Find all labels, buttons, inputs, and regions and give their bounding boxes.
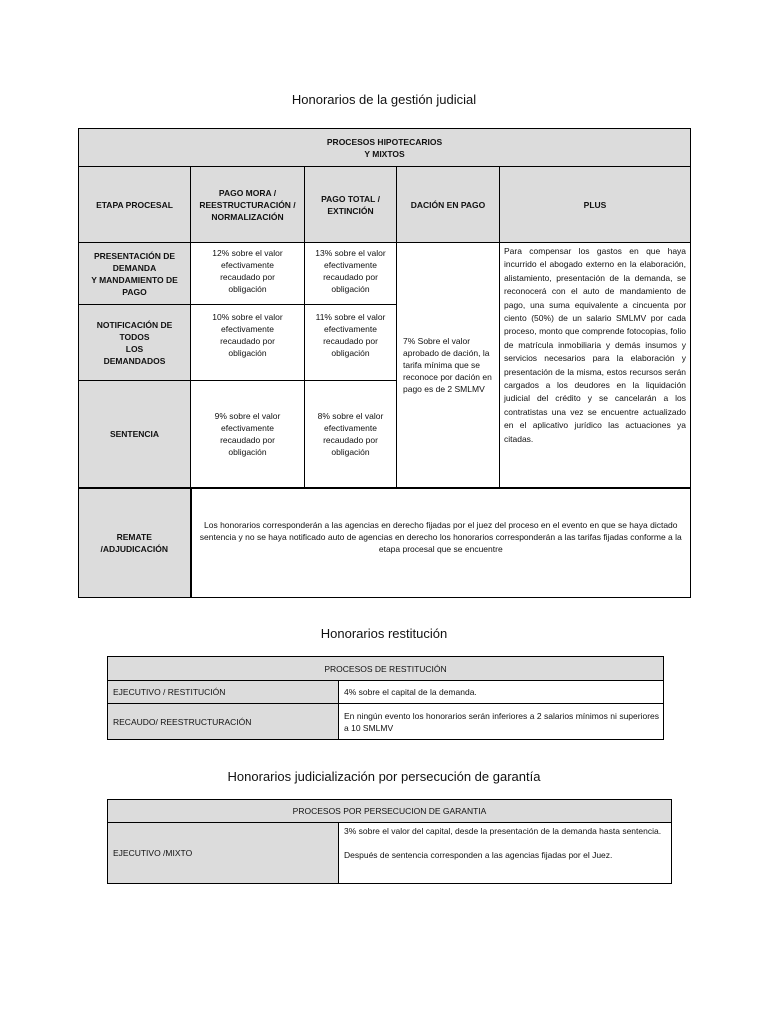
header-procesos-hipotecarios: PROCESOS HIPOTECARIOS Y MIXTOS <box>79 129 691 167</box>
total-sentencia: 8% sobre el valor efectivamente recaudado por obligación <box>305 381 397 488</box>
etapa-remate: REMATE /ADJUDICACIÓN <box>79 488 191 598</box>
mora-sentencia: 9% sobre el valor efectivamente recaudado por obligación <box>191 381 305 488</box>
label-recaudo-reestructuracion: RECAUDO/ REESTRUCTURACIÓN <box>108 704 339 740</box>
mora-presentacion: 12% sobre el valor efectivamente recaudado por obligación <box>191 243 305 305</box>
title-gestion-judicial: Honorarios de la gestión judicial <box>291 92 477 107</box>
text-persecucion <box>339 823 672 884</box>
header-persecucion-garantia: PROCESOS POR PERSECUCION DE GARANTIA <box>108 800 672 823</box>
remate-text: Los honorarios corresponderán a las agencias en derecho fijadas por el juez del proceso en el evento en que se haya dictado sentencia y no se haya notificado auto de agencias en derecho los honorarios corresponderán a las tarifas fijadas conforme a la etapa procesal que se encuentre <box>191 488 691 598</box>
mora-notificacion: 10% sobre el valor efectivamente recaudado por obligación <box>191 305 305 381</box>
text-salarios-minimos: En ningún evento los honorarios serán inferiores a 2 salarios mínimos ni superiores a 10 SMLMV <box>339 704 664 740</box>
label-ejecutivo-mixto: EJECUTIVO /MIXTO <box>108 823 339 884</box>
col-plus: PLUS <box>500 167 691 243</box>
etapa-notificacion: NOTIFICACIÓN DE TODOS LOS DEMANDADOS <box>79 305 191 381</box>
text-capital-sentencia: 3% sobre el valor del capital, desde la presentación de la demanda hasta sentencia. <box>344 826 662 836</box>
label-ejecutivo-restitucion: EJECUTIVO / RESTITUCIÓN <box>108 681 339 704</box>
plus-text: Para compensar los gastos en que haya incurrido el abogado externo en la elaboración, alistamiento, presentación de la demanda, se reconocerá con el auto de mandamiento de pago, una suma equivalente a cincuenta por ciento (50%) de un salario SMLMV por cada proceso, monto que comprende fotocopias, folio de matrícula inmobiliaria y demás insumos y servicios necesarios para la elaboración y presentación de la misma, estos recursos serán cargados a los deudores en la liquidación judicial del crédito y se cancelarán a los contratistas una vez se encuentre actualizado en el aplicativo jurídico las actuaciones ya citadas. <box>500 243 691 488</box>
header-procesos-restitucion: PROCESOS DE RESTITUCIÓN <box>108 657 664 681</box>
table-gestion-judicial <box>78 128 691 598</box>
etapa-sentencia: SENTENCIA <box>79 381 191 488</box>
total-notificacion: 11% sobre el valor efectivamente recaudado por obligación <box>305 305 397 381</box>
col-etapa-procesal: ETAPA PROCESAL <box>79 167 191 243</box>
title-persecucion-garantia: Honorarios judicialización por persecución de garantía <box>227 769 541 784</box>
col-pago-mora: PAGO MORA / REESTRUCTURACIÓN / NORMALIZACIÓN <box>191 167 305 243</box>
total-presentacion: 13% sobre el valor efectivamente recaudado por obligación <box>305 243 397 305</box>
title-restitucion: Honorarios restitución <box>320 626 448 641</box>
text-agencias-juez: Después de sentencia corresponden a las agencias fijadas por el Juez. <box>344 850 613 860</box>
col-pago-total: PAGO TOTAL / EXTINCIÓN <box>305 167 397 243</box>
etapa-presentacion-demanda: PRESENTACIÓN DE DEMANDA Y MANDAMIENTO DE PAGO <box>79 243 191 305</box>
table-restitucion <box>107 656 664 740</box>
dacion-text: 7% Sobre el valor aprobado de dación, la tarifa mínima que se reconoce por dación en pago es de 2 SMLMV <box>397 243 500 488</box>
text-capital-demanda: 4% sobre el capital de la demanda. <box>339 681 664 704</box>
col-dacion-en-pago: DACIÓN EN PAGO <box>397 167 500 243</box>
table-persecucion-garantia <box>107 799 672 884</box>
